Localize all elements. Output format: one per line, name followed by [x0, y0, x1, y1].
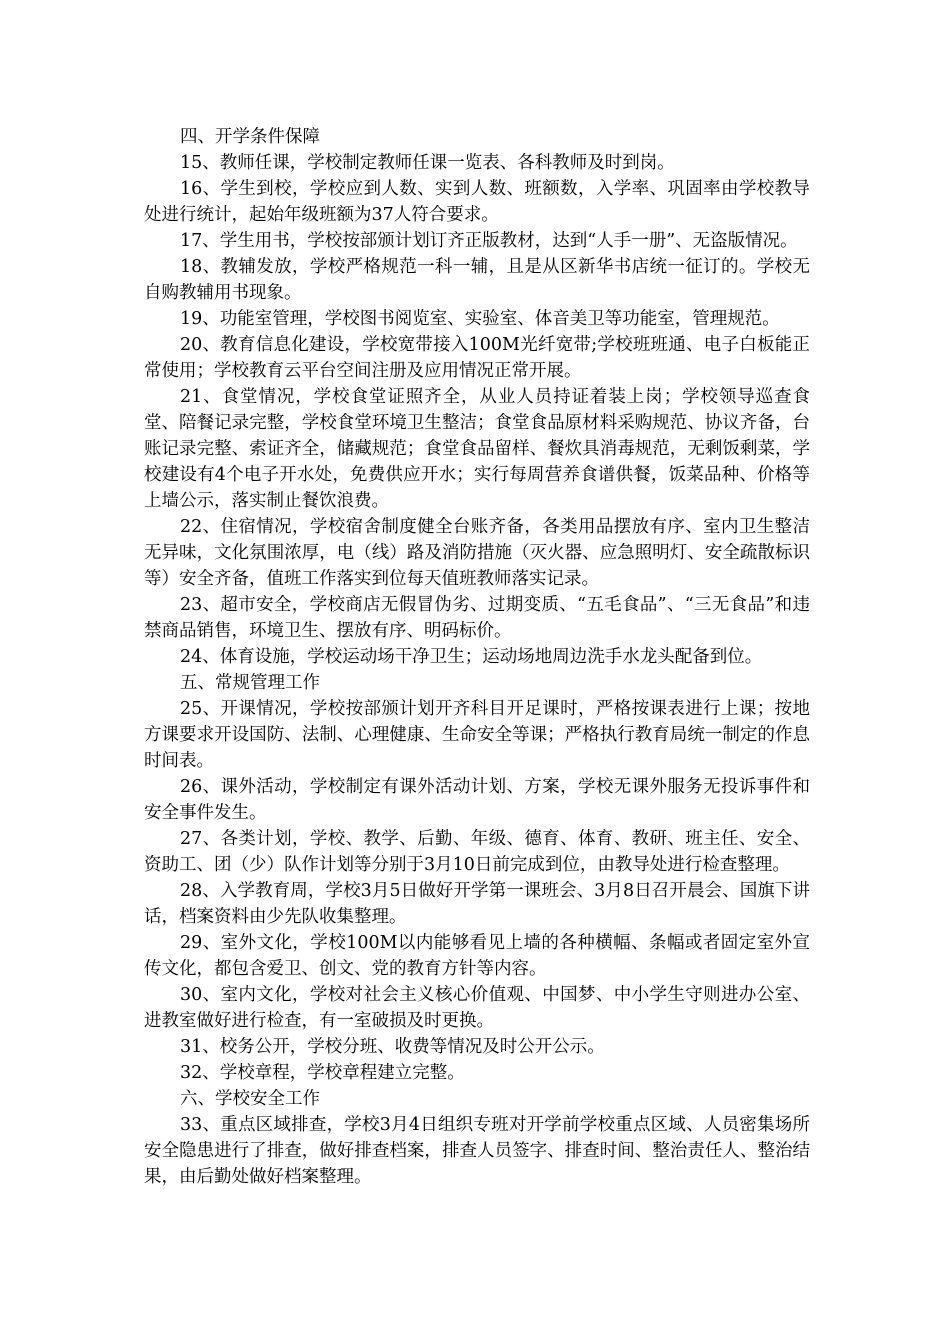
paragraph: 31、校务公开，学校分班、收费等情况及时公开公示。: [180, 1037, 605, 1057]
paragraph: 23、超市安全，学校商店无假冒伪劣、过期变质、“五毛食品”、“三无食品”和违禁商品销售，环境卫生、摆放有序、明码标价。: [144, 595, 810, 641]
paragraph: 27、各类计划，学校、教学、后勤、年级、德育、体育、教研、班主任、安全、资助工、团（少）队作计划等分别于3月10日前完成到位，由教导处进行检查整理。: [144, 829, 810, 875]
document-body: [144, 124, 810, 1190]
paragraph: 29、室外文化，学校100M以内能够看见上墙的各种横幅、条幅或者固定室外宣传文化，都包含爱卫、创文、党的教育方针等内容。: [144, 933, 810, 979]
paragraph: 19、功能室管理，学校图书阅览室、实验室、体音美卫等功能室，管理规范。: [180, 309, 780, 329]
paragraph: 32、学校章程，学校章程建立完整。: [180, 1063, 465, 1083]
paragraph: 24、体育设施，学校运动场干净卫生；运动场地周边洗手水龙头配备到位。: [180, 647, 763, 667]
paragraph: 15、教师任课，学校制定教师任课一览表、各科教师及时到岗。: [180, 153, 675, 173]
paragraph: 18、教辅发放，学校严格规范一科一辅，且是从区新华书店统一征订的。学校无自购教辅用书现象。: [144, 257, 810, 303]
paragraph: 21、食堂情况，学校食堂证照齐全，从业人员持证着装上岗；学校领导巡查食堂、陪餐记录完整，学校食堂环境卫生整洁；食堂食品原材料采购规范、协议齐备，台账记录完整、索证齐全，储藏规范；食堂食品留样、餐炊具消毒规范，无剩饭剩菜，学校建设有4个电子开水处，免费供应开水；实行每周营养食谱供餐，饭菜品种、价格等上墙公示，落实制止餐饮浪费。: [144, 387, 810, 511]
paragraph: 25、开课情况，学校按部颁计划开齐科目开足课时，严格按课表进行上课；按地方课要求开设国防、法制、心理健康、生命安全等课；严格执行教育局统一制定的作息时间表。: [144, 699, 810, 771]
paragraph: 30、室内文化，学校对社会主义核心价值观、中国梦、中小学生守则进办公室、进教室做好进行检查，有一室破损及时更换。: [144, 985, 810, 1031]
section-heading: 六、学校安全工作: [180, 1089, 320, 1109]
section-heading: 五、常规管理工作: [180, 673, 320, 693]
paragraph: 28、入学教育周，学校3月5日做好开学第一课班会、3月8日召开晨会、国旗下讲话，档案资料由少先队收集整理。: [144, 881, 810, 927]
paragraph: 17、学生用书，学校按部颁计划订齐正版教材，达到“人手一册”、无盗版情况。: [180, 231, 798, 251]
paragraph: 20、教育信息化建设，学校宽带接入100M光纤宽带;学校班班通、电子白板能正常使用；学校教育云平台空间注册及应用情况正常开展。: [144, 335, 810, 381]
paragraph: 33、重点区域排查，学校3月4日组织专班对开学前学校重点区域、人员密集场所安全隐患进行了排查，做好排查档案，排查人员签字、排查时间、整治责任人、整治结果，由后勤处做好档案整理。: [144, 1115, 810, 1187]
paragraph: 26、课外活动，学校制定有课外活动计划、方案，学校无课外服务无投诉事件和安全事件发生。: [144, 777, 810, 823]
section-heading: 四、开学条件保障: [180, 127, 320, 147]
paragraph: 16、学生到校，学校应到人数、实到人数、班额数，入学率、巩固率由学校教导处进行统计，起始年级班额为37人符合要求。: [144, 179, 810, 225]
paragraph: 22、住宿情况，学校宿舍制度健全台账齐备，各类用品摆放有序、室内卫生整洁无异味，文化氛围浓厚，电（线）路及消防措施（灭火器、应急照明灯、安全疏散标识等）安全齐备，值班工作落实到位每天值班教师落实记录。: [144, 517, 810, 589]
